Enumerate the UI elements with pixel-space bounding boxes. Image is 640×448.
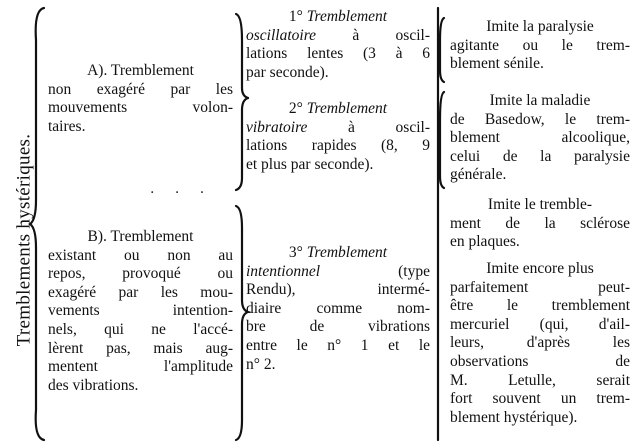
note-4-line: fort souvent un trem- [450, 390, 630, 408]
tremor-type-2-number: 2° [288, 100, 303, 117]
note-4-line: observations de [450, 352, 630, 370]
note-4-line: leurs, d'après les [450, 334, 630, 352]
tremor-type-3-text: (type [398, 262, 430, 280]
note-4-line: Imite encore plus [486, 260, 594, 277]
tremor-type-1-heading [246, 8, 430, 27]
note-3-line: Imite le tremble- [487, 196, 593, 213]
tremor-type-1-text: à oscil- [352, 26, 430, 44]
category-b [48, 228, 233, 395]
category-a-line: A). Tremblement [87, 62, 194, 79]
tremor-type-2-line [246, 119, 430, 138]
category-b-line: des vibrations. [48, 376, 139, 394]
note-4-line: mercuriel (qui, d'ail- [450, 315, 630, 333]
category-b-line: mentent l'amplitude [48, 358, 233, 376]
category-b-line: repos, provoqué ou [48, 265, 233, 283]
note-2-line: Imite la maladie [489, 92, 591, 109]
category-a-line: mouvements volon- [48, 99, 233, 117]
note-3-line: ment de la sclérose [450, 214, 630, 232]
tremor-type-1 [246, 8, 430, 82]
note-1-line: agitante ou le trem- [450, 36, 630, 54]
tremor-type-3-heading [246, 244, 430, 263]
note-3-line: en plaques. [450, 233, 520, 251]
brace-note-1 [440, 18, 444, 82]
tremor-type-2-heading [246, 100, 430, 119]
brace-note-2 [440, 92, 444, 188]
category-b-line: existant ou non au [48, 246, 233, 264]
note-2-line: générale. [450, 166, 507, 184]
category-b-line: nels, qui ne l'accé- [48, 320, 233, 338]
category-b-line: lèrent pas, mais aug- [48, 339, 233, 357]
tremor-type-3-line: bre de vibrations [246, 318, 430, 336]
side-title-text: Tremblements hystériques. [13, 133, 34, 347]
tremor-type-2-text: à oscil- [348, 118, 430, 136]
note-1-line: Imite la paralysie [486, 18, 594, 35]
note-4-line: M. Letulle, serait [450, 371, 630, 389]
tremor-type-2-line: lations rapides (8, 9 [246, 137, 430, 155]
note-2-line: de Basedow, le trem- [450, 110, 630, 128]
tremor-type-3-name2: intentionnel [246, 262, 321, 280]
tremor-type-3-line [246, 263, 430, 282]
tremor-type-3-number: 3° [288, 244, 303, 261]
tremor-type-1-line: lations lentes (3 à 6 [246, 45, 430, 63]
note-1 [450, 18, 630, 74]
note-4-line: être le tremblement [450, 297, 630, 315]
tremor-type-3-line: entre le n° 1 et le [246, 336, 430, 354]
tremor-type-3-line: n° 2. [246, 355, 276, 373]
category-b-line: exagéré par les mou- [48, 283, 233, 301]
note-2 [450, 92, 630, 185]
note-3 [450, 196, 630, 252]
tremor-type-1-line: par seconde). [246, 63, 329, 81]
tremor-type-2-name: Tremblement [306, 100, 388, 117]
note-4-line: blement hystérique). [450, 408, 578, 426]
side-title [6, 120, 42, 360]
tremor-type-3-name: Tremblement [306, 244, 388, 261]
category-a [48, 62, 233, 136]
note-2-line: blement alcoolique, [450, 129, 630, 147]
note-4-line: parfaitement peut- [450, 278, 630, 296]
separator-dots: . . . [150, 181, 213, 197]
tremor-type-3-line: Rendu), intermé- [246, 281, 430, 299]
tremor-type-1-name2: oscillatoire [246, 26, 317, 44]
tremor-type-3 [246, 244, 430, 374]
category-a-line: non exagéré par les [48, 80, 233, 98]
tremor-type-2-name2: vibratoire [246, 118, 308, 136]
category-b-line: B). Tremblement [87, 228, 194, 245]
tremor-type-1-line [246, 27, 430, 46]
tremor-type-2 [246, 100, 430, 174]
category-b-line: vements intention- [48, 302, 233, 320]
note-1-line: blement sénile. [450, 55, 544, 73]
tremor-type-1-name: Tremblement [306, 8, 388, 25]
note-4 [450, 260, 630, 427]
tremor-type-1-number: 1° [288, 8, 303, 25]
note-2-line: celui de la paralysie [450, 147, 630, 165]
tremor-type-3-line: diaire comme nom- [246, 299, 430, 317]
tremor-type-2-line: et plus par seconde). [246, 155, 374, 173]
category-a-line: taires. [48, 117, 86, 135]
